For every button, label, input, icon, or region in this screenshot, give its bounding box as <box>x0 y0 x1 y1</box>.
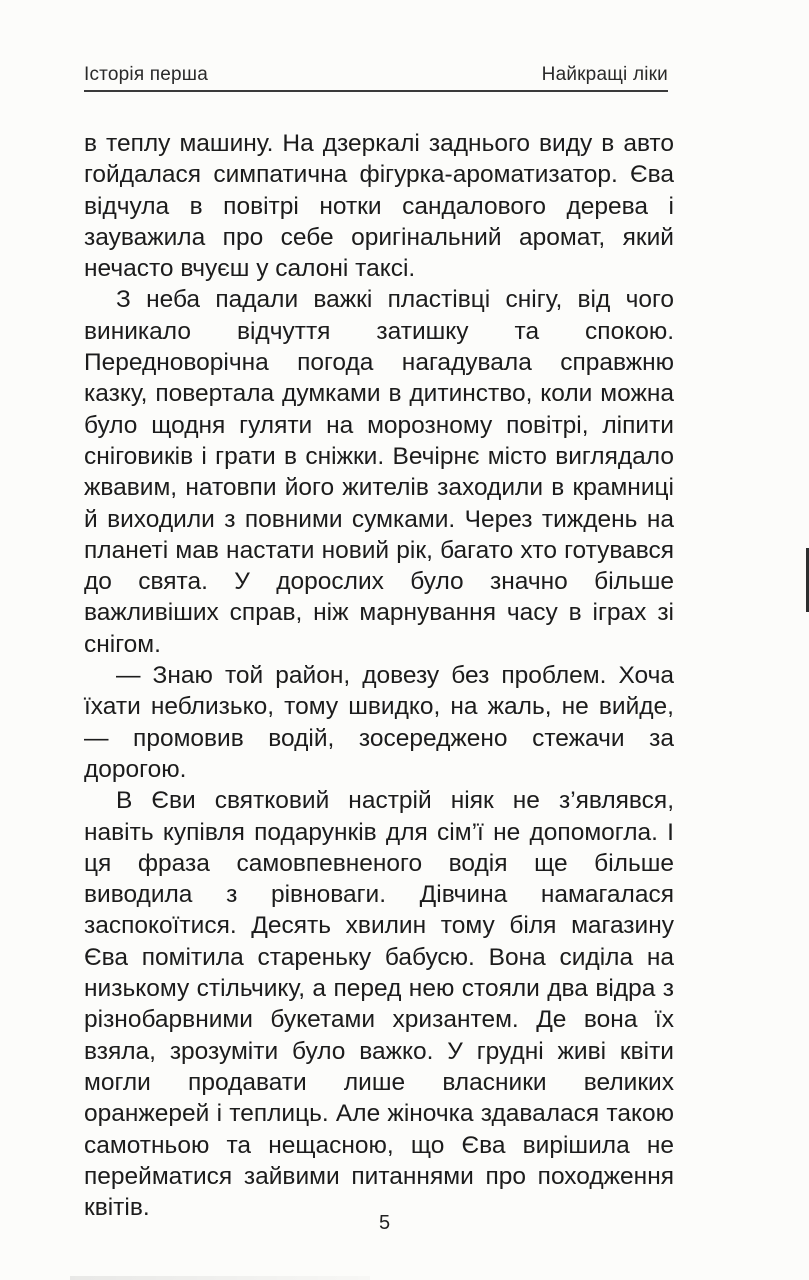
running-header <box>84 58 668 86</box>
header-rule <box>84 90 668 92</box>
paragraph: З неба падали важкі пластівці снігу, від чого виникало відчуття затишку та спокою. Передноворічна погода нагадувала справжню казку, повертала думками в дитинство, коли можна було щодня гуляти на морозному повітрі, ліпити сніговиків і грати в сніжки. Вечірнє місто виглядало жвавим, натовпи його жителів заходили в крамниці й виходили з повними сумками. Через тиждень на планеті мав настати новий рік, багато хто готувався до свята. У дорослих було значно більше важливіших справ, ніж марнування часу в іграх зі снігом. <box>84 286 674 658</box>
paragraph: В Єви святковий настрій ніяк не з’являвся, навіть купівля подарунків для сім’ї не допомогла. І ця фраза самовпевненого водія ще більше виводила з рівноваги. Дівчина намагалася заспокоїтися. Десять хвилин тому біля магазину Єва помітила стареньку бабусю. Вона сиділа на низькому стільчику, а перед нею стояли два відра з різнобарвними букетами хризантем. Де вона їх взяла, зрозуміти було важко. У грудні живі квіти могли продавати лише власники великих оранжерей і теплиць. Але жіночка здавалася такою самотньою та нещасною, що Єва вирішила не перейматися зайвими питаннями про походження квітів. <box>84 787 674 1222</box>
bottom-bleed <box>70 1276 370 1280</box>
book-title: Найкращі ліки <box>541 64 668 85</box>
chapter-title: Історія перша <box>84 64 209 85</box>
body-text <box>84 128 674 1223</box>
paragraph: в теплу машину. На дзеркалі заднього виду в авто гойдалася симпатична фігурка-ароматизатор. Єва відчула в повітрі нотки сандалового дерева і зауважила про себе оригінальний аромат, який нечасто вчуєш у салоні таксі. <box>84 130 674 283</box>
paragraph: — Знаю той район, довезу без проблем. Хоча їхати неблизько, тому швидко, на жаль, не вийде, — промовив водій, зосереджено стежачи за дорогою. <box>84 662 674 783</box>
page-number: 5 <box>378 1212 391 1234</box>
